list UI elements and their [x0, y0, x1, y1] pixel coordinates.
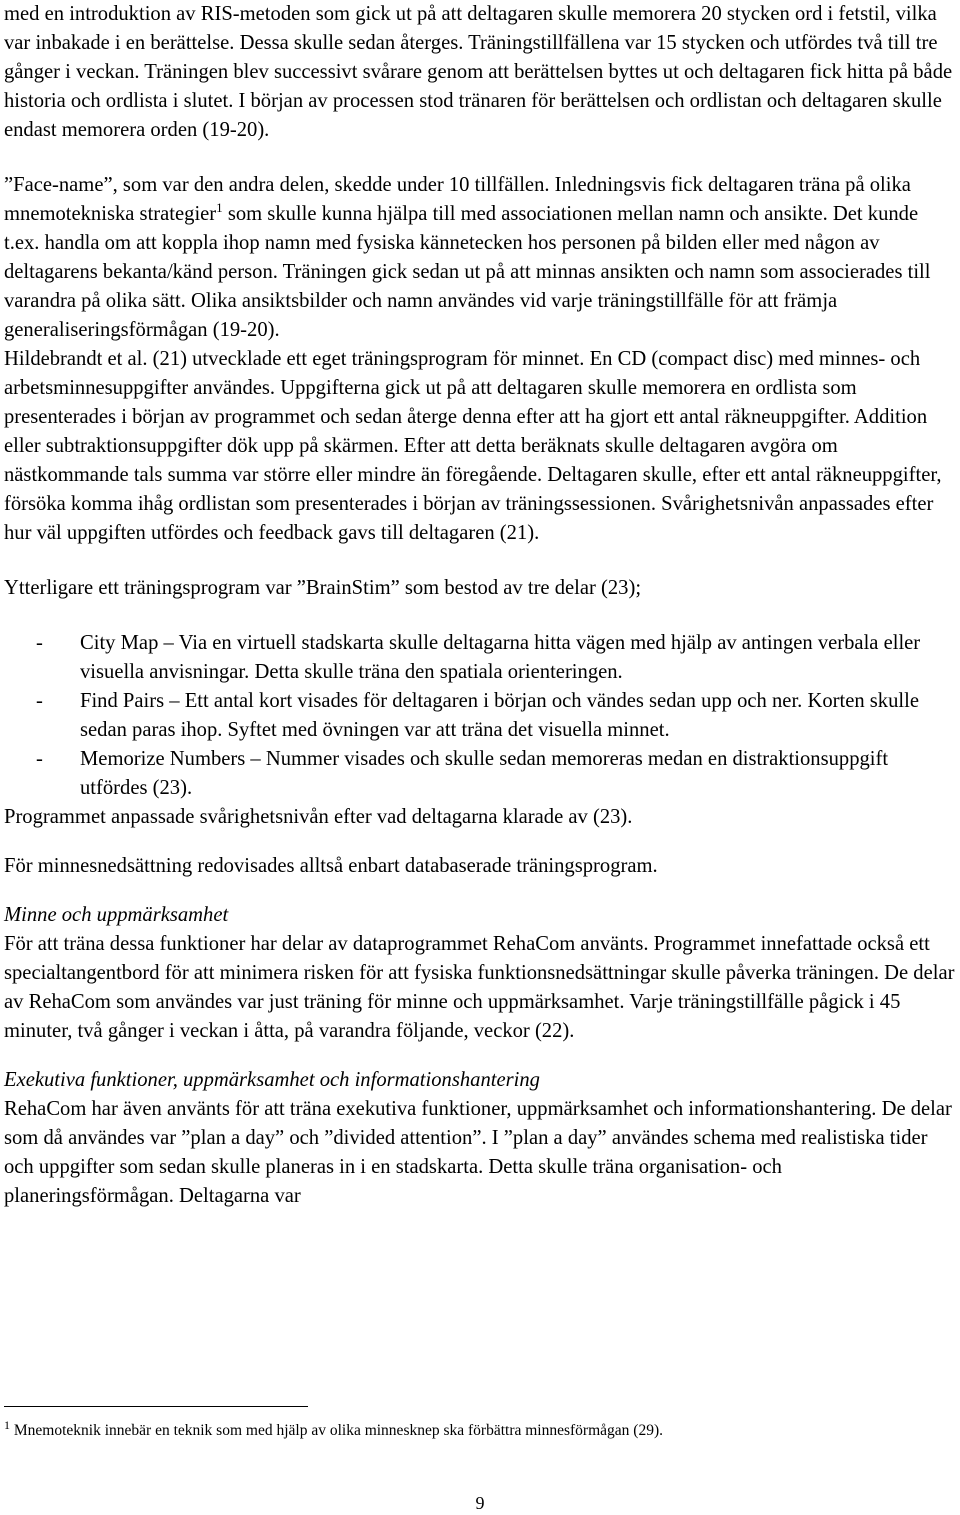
list-item — [4, 629, 956, 687]
footnote-reference: 1 — [216, 200, 223, 216]
list-item — [4, 687, 956, 745]
document-body — [4, 0, 956, 1211]
paragraph-memory-summary: För minnesnedsättning redovisades alltså enbart databaserade träningsprogram. — [4, 855, 658, 877]
paragraph-hildebrandt: Hildebrandt et al. (21) utvecklade ett eget träningsprogram för minnet. En CD (compact disc) med minnes- och arbetsminnesuppgifter användes. Uppgifterna gick ut på att deltagaren skulle memorera en ordlista som presenterades i början av programmet och sedan återge denna efter att ha gjort ett antal räkneuppgifter. Addition eller subtraktionsuppgifter dök upp på skärmen. Efter att detta beräknats skulle deltagaren avgöra om nästkommande tals summa var större eller mindre än föregående. Deltagaren skulle, efter ett antal räkneuppgifter, försöka komma ihåg ordlistan som presenterades i början av träningssessionen. Svårighetsnivån anpassades efter hur väl uppgiften utfördes och feedback gavs till deltagaren (21). — [4, 348, 942, 544]
list-marker: - — [36, 690, 43, 712]
paragraph-program-adaptation: Programmet anpassade svårighetsnivån efter vad deltagarna klarade av (23). — [4, 806, 633, 828]
page-number: 9 — [475, 1493, 485, 1513]
list-marker: - — [36, 632, 43, 654]
paragraph-rehacom-executive: RehaCom har även använts för att träna exekutiva funktioner, uppmärksamhet och informationshantering. De delar som då användes var ”plan a day” och ”divided attention”. I ”plan a day” användes schema med realistiska tider och uppgifter som sedan skulle planeras in i en stadskarta. Detta skulle träna organisation- och planeringsförmågan. Deltagarna var — [4, 1098, 952, 1207]
paragraph-face-name — [4, 171, 956, 345]
section-heading-executive-functions: Exekutiva funktioner, uppmärksamhet och informationshantering — [4, 1069, 540, 1091]
list-item-text: Find Pairs – Ett antal kort visades för deltagaren i början och vändes sedan upp och ner. Korten skulle sedan paras ihop. Syftet med övningen var att träna det visuella minnet. — [80, 690, 919, 741]
list-item-text: Memorize Numbers – Nummer visades och skulle sedan memoreras medan en distraktionsuppgift utfördes (23). — [80, 748, 889, 799]
footnote — [4, 1417, 954, 1442]
list-item — [4, 745, 956, 803]
footnote-marker: 1 — [4, 1417, 10, 1432]
list-item-text: City Map – Via en virtuell stadskarta skulle deltagarna hitta vägen med hjälp av antingen verbala eller visuella anvisningar. Detta skulle träna den spatiala orienteringen. — [80, 632, 921, 683]
footnote-divider — [4, 1406, 308, 1407]
paragraph-rehacom-memory: För att träna dessa funktioner har delar av dataprogrammet RehaCom använts. Programmet innefattade också ett specialtangentbord för att minimera risken för att fysiska funktionsnedsättningar skulle påverka träningen. De delar av RehaCom som användes var just träning för minne och uppmärksamhet. Varje träningstillfälle pågick i 45 minuter, två gånger i veckan i åtta, på varandra följande, veckor (22). — [4, 933, 955, 1042]
paragraph-face-name-part2: som skulle kunna hjälpa till med associationen mellan namn och ansikte. Det kunde t.ex. handla om att koppla ihop namn med fysiska kännetecken hos personen på bilden eller med någon av deltagarens bekanta/känd person. Träningen gick sedan ut på att minnas ansikten och namn som associerades till varandra på olika sätt. Olika ansiktsbilder och namn användes vid varje träningstillfälle för att främja generaliseringsförmågan (19-20). — [4, 203, 931, 341]
list-marker: - — [36, 748, 43, 770]
section-heading-memory-attention: Minne och uppmärksamhet — [4, 904, 229, 926]
footnote-text: Mnemoteknik innebär en teknik som med hjälp av olika minnesknep ska förbättra minnesförmågan (29). — [10, 1422, 663, 1439]
brainstim-list — [4, 629, 956, 803]
paragraph-face-name-part1: ”Face-name”, som var den andra delen, skedde under 10 tillfällen. Inledningsvis fick deltagaren träna på olika mnemotekniska strategier — [4, 174, 911, 225]
paragraph-brainstim-intro: Ytterligare ett träningsprogram var ”BrainStim” som bestod av tre delar (23); — [4, 577, 642, 599]
paragraph-ris-method: med en introduktion av RIS-metoden som gick ut på att deltagaren skulle memorera 20 stycken ord i fetstil, vilka var inbakade i en berättelse. Dessa skulle sedan återges. Träningstillfällena var 15 stycken och utfördes två till tre gånger i veckan. Träningen blev successivt svårare genom att berättelsen byttes ut och deltagaren fick hitta på både historia och ordlista i slutet. I början av processen stod tränaren för berättelsen och ordlistan och deltagaren skulle endast memorera orden (19-20). — [4, 3, 953, 141]
